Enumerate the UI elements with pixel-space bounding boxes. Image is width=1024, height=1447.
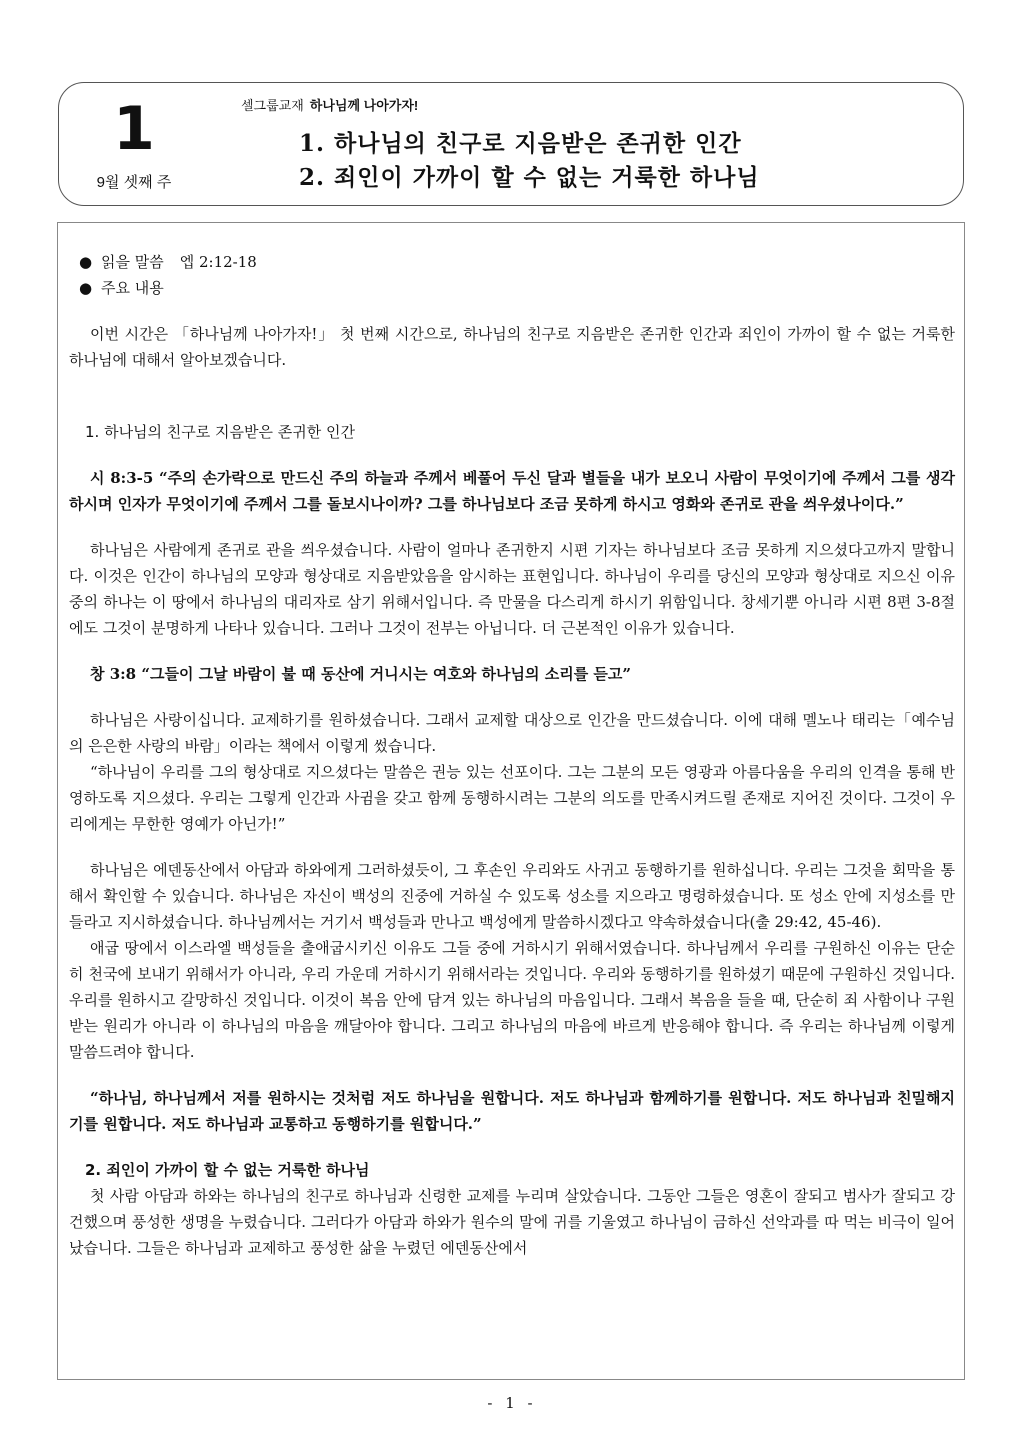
series-label: 셀그룹교재 (241, 98, 304, 113)
bullet-icon: ● (79, 279, 93, 297)
intro-paragraph: 이번 시간은 「하나님께 나아가자!」 첫 번째 시간으로, 하나님의 친구로 지음받은 존귀한 인간과 죄인이 가까이 할 수 없는 거룩한 하나님에 대해서 알아보겠습니다. (69, 325, 955, 369)
body-paragraph: 하나님은 사랑이십니다. 교제하기를 원하셨습니다. 그래서 교제할 대상으로 인간을 만드셨습니다. 이에 대해 멜노나 태리는「예수님의 은은한 사랑의 바람」이라는 책에서 이렇게 썼습니다. (69, 711, 955, 755)
book-quote: “하나님이 우리를 그의 형상대로 지으셨다는 말씀은 권능 있는 선포이다. 그는 그분의 모든 영광과 아름다움을 우리의 인격을 통해 반영하도록 지으셨다. 우리는 그렇게 인간과 사귐을 갖고 함께 동행하시려는 그분의 의도를 만족시켜드릴 존재로 지어진 것이다. 그것이 우리에게는 무한한 영예가 아닌가!” (69, 763, 955, 833)
bullet-label: 주요 내용 (101, 279, 164, 297)
verse-psalm: 시 8:3-5 “주의 손가락으로 만드신 주의 하늘과 주께서 베풀어 두신 달과 별들을 내가 보오니 사람이 무엇이기에 주께서 그를 생각하시며 인자가 무엇이기에 주께서 그를 돌보시나이까? 그를 하나님보다 조금 못하게 하시고 영화와 존귀로 관을 씌우셨나이다.” (69, 469, 955, 513)
body-paragraph: 하나님은 사람에게 존귀로 관을 씌우셨습니다. 사람이 얼마나 존귀한지 시편 기자는 하나님보다 조금 못하게 지으셨다고까지 말합니다. 이것은 인간이 하나님의 모양과 형상대로 지음받았음을 암시하는 표현입니다. 하나님이 우리를 당신의 모양과 형상대로 지으신 이유 중의 하나는 이 땅에서 하나님의 대리자로 삼기 위해서입니다. 즉 만물을 다스리게 하시기 위함입니다. 창세기뿐 아니라 시편 8편 3-8절에도 그것이 분명하게 나타나 있습니다. 그러나 그것이 전부는 아닙니다. 더 근본적인 이유가 있습니다. (69, 541, 955, 637)
prayer-quote: “하나님, 하나님께서 저를 원하시는 것처럼 저도 하나님을 원합니다. 저도 하나님과 함께하기를 원합니다. 저도 하나님과 친밀해지기를 원합니다. 저도 하나님과 교통하고 동행하기를 원합니다.” (69, 1089, 955, 1133)
scripture-reference: 엡 2:12-18 (179, 253, 257, 271)
bullet-icon: ● (79, 253, 93, 271)
bullet-label: 읽을 말씀 (101, 253, 164, 271)
content-box (57, 222, 965, 1380)
verse-genesis: 창 3:8 “그들이 그날 바람이 불 때 동산에 거니시는 여호와 하나님의 소리를 듣고” (90, 665, 632, 683)
lesson-title-1: 1. 하나님의 친구로 지음받은 존귀한 인간 (299, 130, 742, 157)
section-1-heading: 1. 하나님의 친구로 지음받은 존귀한 인간 (85, 423, 355, 441)
series-name: 하나님께 나아가자! (309, 98, 419, 113)
summary-bullet (69, 275, 955, 301)
series-line (241, 95, 418, 114)
lesson-content (69, 249, 955, 1261)
body-paragraph: 첫 사람 아담과 하와는 하나님의 친구로 하나님과 신령한 교제를 누리며 살았습니다. 그동안 그들은 영혼이 잘되고 범사가 잘되고 강건했으며 풍성한 생명을 누렸습니다. 그러다가 아담과 하와가 원수의 말에 귀를 기울였고 하나님이 금하신 선악과를 따 먹는 비극이 일어났습니다. 그들은 하나님과 교제하고 풍성한 삶을 누렸던 에덴동산에서 (69, 1187, 955, 1257)
week-label: 9월 셋째 주 (96, 174, 172, 191)
body-paragraph: 애굽 땅에서 이스라엘 백성들을 출애굽시키신 이유도 그들 중에 거하시기 위해서였습니다. 하나님께서 우리를 구원하신 이유는 단순히 천국에 보내기 위해서가 아니라, 우리 가운데 거하시기 위해서라는 것입니다. 우리와 동행하기를 원하셨기 때문에 구원하신 것입니다. 우리를 원하시고 갈망하신 것입니다. 이것이 복음 안에 담겨 있는 하나님의 마음입니다. 그래서 복음을 들을 때, 단순히 죄 사함이나 구원받는 원리가 아니라 이 하나님의 마음을 깨달아야 합니다. 그리고 하나님의 마음에 바르게 반응해야 합니다. 즉 우리는 하나님께 이렇게 말씀드려야 합니다. (69, 939, 955, 1061)
section-2-heading: 2. 죄인이 가까이 할 수 없는 거룩한 하나님 (85, 1161, 370, 1179)
page-number: - 1 - (487, 1394, 537, 1412)
body-paragraph: 하나님은 에덴동산에서 아담과 하와에게 그러하셨듯이, 그 후손인 우리와도 사귀고 동행하기를 원하십니다. 우리는 그것을 회막을 통해서 확인할 수 있습니다. 하나님은 자신이 백성의 진중에 거하실 수 있도록 성소를 지으라고 명령하셨습니다. 또 성소 안에 지성소를 만들라고 지시하셨습니다. 하나님께서는 거기서 백성들과 만나고 백성에게 말씀하시겠다고 약속하셨습니다(출 29:42, 45-46). (69, 861, 955, 931)
lesson-title-2: 2. 죄인이 가까이 할 수 없는 거룩한 하나님 (299, 164, 760, 191)
lesson-header (58, 82, 964, 206)
reading-bullet (69, 249, 955, 275)
lesson-titles (299, 127, 760, 195)
lesson-number: 1 (113, 94, 155, 164)
